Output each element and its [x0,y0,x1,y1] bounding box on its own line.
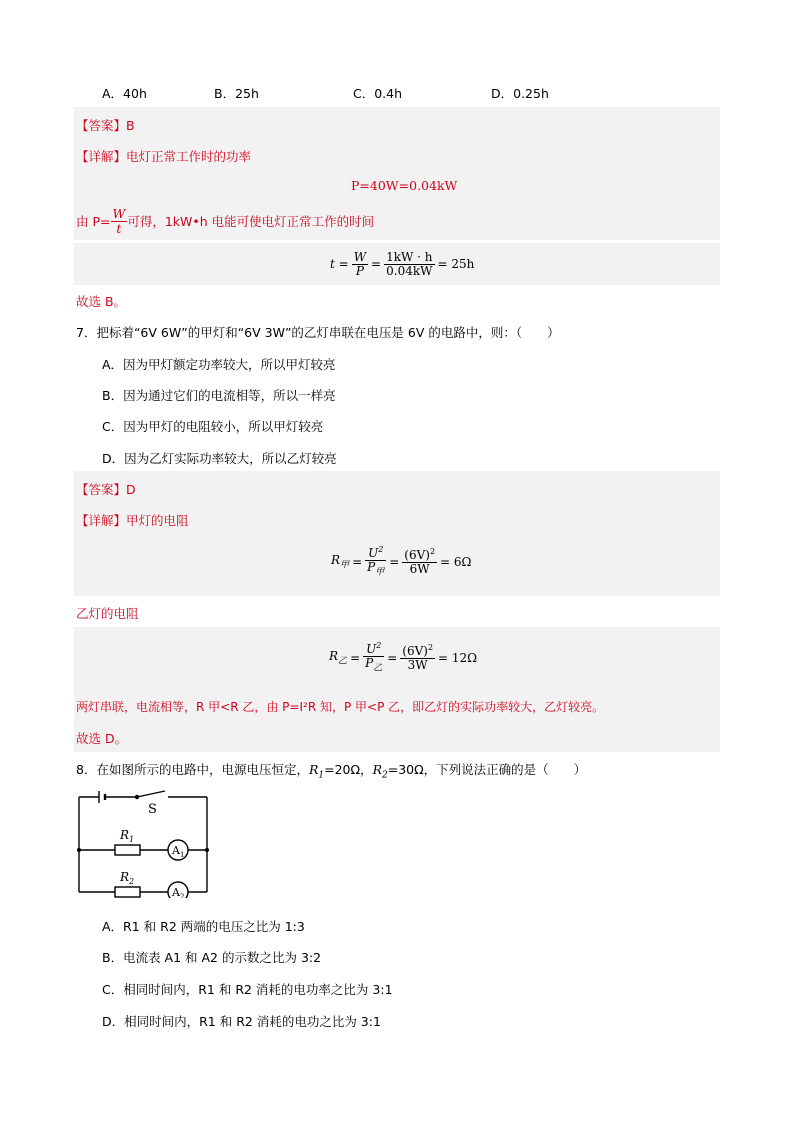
detail-label: 【详解】 [76,513,127,528]
result: = 6Ω [440,555,472,569]
denominator: 6W [409,562,430,576]
q7-detail [76,511,189,529]
q6-detail [76,147,251,165]
q6-formula-line [76,203,374,239]
detail-text: 甲灯的电阻 [126,513,189,528]
q7-conclusion: 故选 D。 [76,731,128,746]
r1-label-sub: 1 [129,835,135,844]
a2-label: A [172,886,180,898]
lhs-subscript: 乙 [338,656,348,667]
u2-over-p-fraction [365,546,386,577]
formula-prefix: 由 P= [76,214,111,229]
circuit-diagram [70,788,220,898]
r2-subscript: 2 [381,770,388,781]
r1-value: =20Ω， [324,762,373,777]
r1-resistor [115,845,140,855]
a1-label-sub: 1 [179,851,185,859]
denominator-subscript: 乙 [373,663,383,674]
numerator: (6V) [402,644,428,659]
svg-text:R1 [119,828,134,844]
denominator-subscript: 甲 [375,567,385,578]
r2-label: R [120,870,130,884]
answer-value: D [126,482,136,497]
fraction-numerator: W [112,206,126,222]
r2-resistor [115,887,140,897]
numerator-exponent: 2 [427,643,434,653]
energy-over-power-fraction [384,251,434,277]
u2-over-p-fraction [363,642,384,673]
q7-resistance-yi-equation: $R_乙$ = $\frac{U^2}{P_乙}$ = $\frac{(6V)^2}{3W}$ = 12Ω [329,641,478,674]
svg-text:A2 [171,886,184,898]
q7-yi-resistance-label: 乙灯的电阻 [76,606,139,621]
q8-stem [76,760,586,781]
r1-label: R [120,828,130,842]
value-fraction [400,644,435,671]
q6-time-equation: t = $\frac{W}{P}$ = $\frac{1kW \cdot h}{0.04kW}$ = 25h [330,249,475,278]
switch-blade [137,791,165,797]
a1-label: A [172,844,180,857]
q7-option-b[interactable]: B．因为通过它们的电流相等，所以一样亮 [102,388,336,403]
q6-power-equation: P=40W=0.04kW [351,178,458,193]
q7-reasoning: 两灯串联，电流相等，R 甲<R 乙，由 P=I²R 知，P 甲<P 乙，即乙灯的实际功率较大，乙灯较亮。 [76,700,605,714]
denominator: 3W [407,658,428,672]
result: = 12Ω [438,651,478,665]
q6-answer [76,116,135,134]
q7-stem: 7．把标着“6V 6W”的甲灯和“6V 3W”的乙灯串联在电压是 6V 的电路中，则：（ ） [76,325,560,340]
r2-symbol: R [372,762,382,777]
time-lhs: t = [330,257,349,271]
numerator: (6V) [404,548,430,563]
lhs-subscript: 甲 [340,560,350,571]
q6-option-c[interactable]: C．0.4h [353,86,403,101]
answer-label: 【答案】 [76,118,127,133]
q6-option-a[interactable]: A．40h [102,86,147,101]
q8-option-b[interactable]: B．电流表 A1 和 A2 的示数之比为 3:2 [102,950,322,965]
detail-text: 电灯正常工作时的功率 [126,149,252,164]
answer-label: 【答案】 [76,482,127,497]
numerator: U [366,642,377,657]
q7-option-c[interactable]: C．因为甲灯的电阻较小，所以甲灯较亮 [102,419,324,434]
denominator: P [365,655,374,670]
r2-value: =30Ω，下列说法正确的是（ ） [387,762,587,777]
q6-option-b[interactable]: B．25h [214,86,259,101]
fraction-denominator: t [116,220,122,236]
q8-option-d[interactable]: D．相同时间内，R1 和 R2 消耗的电功之比为 3:1 [102,1014,381,1029]
q7-option-d[interactable]: D．因为乙灯实际功率较大，所以乙灯较亮 [102,451,337,466]
numerator-exponent: 2 [378,545,384,555]
q7-answer [76,480,136,498]
fraction-denominator: 0.04kW [386,263,433,278]
q6-conclusion: 故选 B。 [76,294,127,309]
answer-value: B [126,118,135,133]
fraction-denominator: P [355,263,364,278]
numerator-exponent: 2 [429,547,436,557]
w-over-t-fraction [111,207,128,234]
r1-symbol: R [308,762,319,777]
formula-suffix: 可得，1kW•h 电能可使电灯正常工作的时间 [127,214,375,229]
fraction-numerator: 1kW · h [386,249,433,264]
q7-option-a[interactable]: A．因为甲灯额定功率较大，所以甲灯较亮 [102,357,336,372]
stem-prefix: 8．在如图所示的电路中，电源电压恒定， [76,762,309,777]
lhs-symbol: R [331,553,341,568]
numerator: U [368,546,379,561]
q8-option-c[interactable]: C．相同时间内，R1 和 R2 消耗的电功率之比为 3:1 [102,982,393,997]
r2-label-sub: 2 [129,877,135,886]
switch-label: S [148,802,157,817]
lhs-symbol: R [329,649,339,664]
svg-text:A1 [171,844,184,859]
q7-resistance-jia-equation: $R_甲$ = $\frac{U^2}{P_甲}$ = $\frac{(6V)^2}{6W}$ = 6Ω [331,545,472,578]
detail-label: 【详解】 [76,149,127,164]
w-over-p-fraction [352,251,368,277]
q6-option-d[interactable]: D．0.25h [491,86,549,101]
numerator-exponent: 2 [376,641,382,651]
svg-text:R2 [119,870,134,886]
time-result: = 25h [437,257,475,271]
r1-subscript: 1 [318,770,325,781]
value-fraction [402,548,437,575]
q8-option-a[interactable]: A．R1 和 R2 两端的电压之比为 1:3 [102,919,305,934]
a2-label-sub: 2 [179,893,185,898]
denominator: P [367,559,376,574]
fraction-numerator: W [353,249,367,264]
